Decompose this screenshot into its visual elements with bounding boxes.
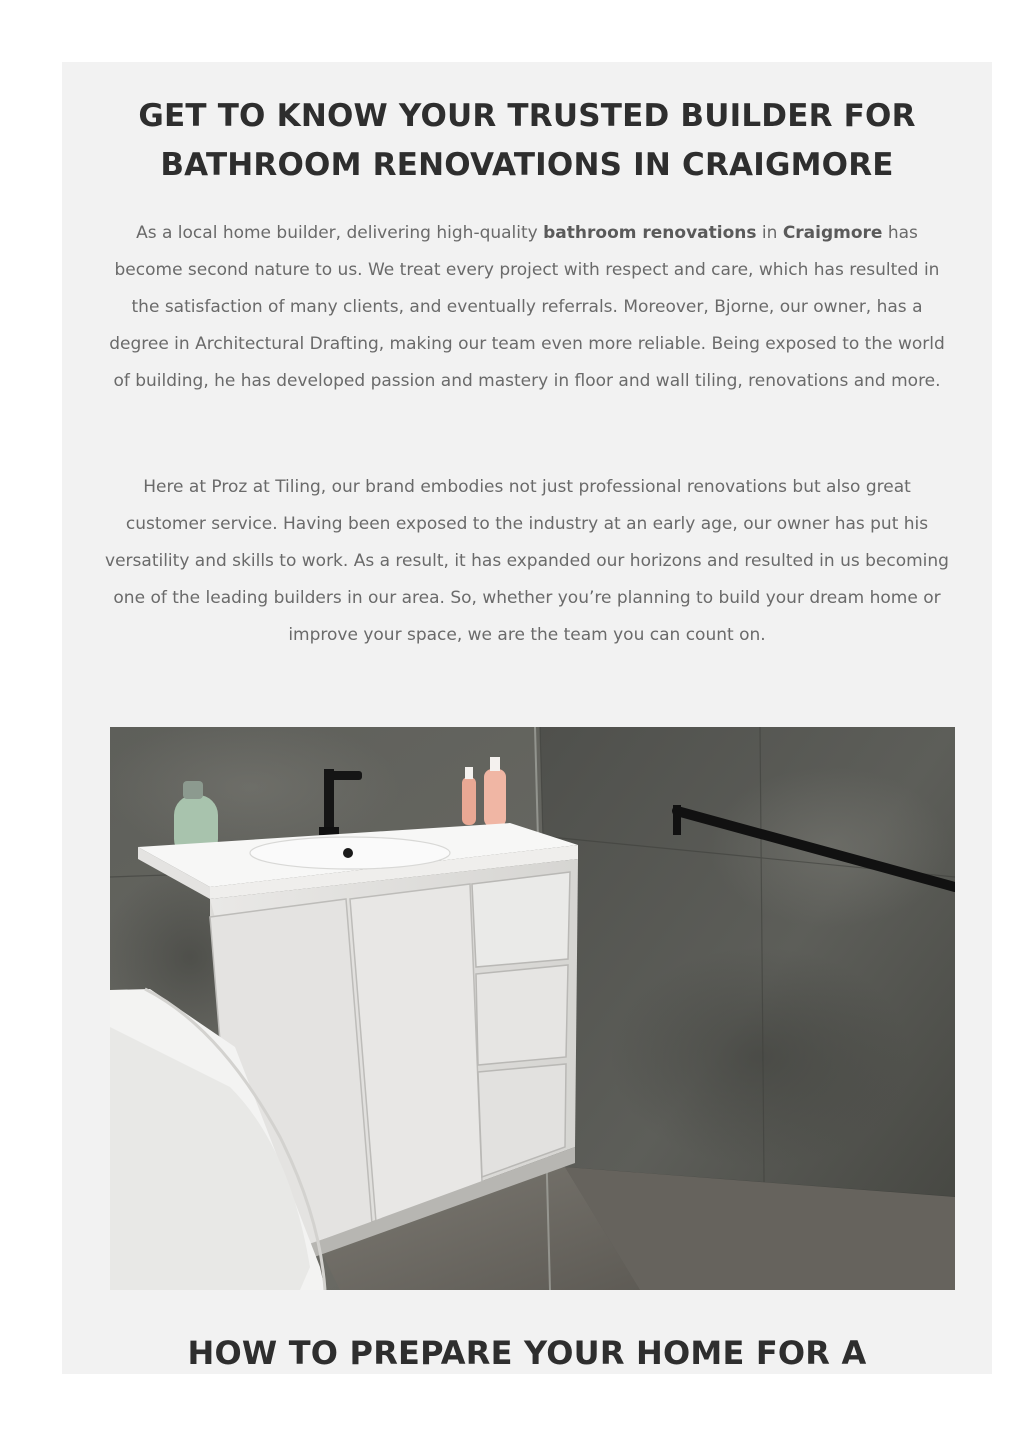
content-panel — [62, 62, 992, 1374]
brand-paragraph: Here at Proz at Tiling, our brand embodies not just professional renovations but also great customer service. Having been exposed to the industry at an early age, our owner has put his versatility and skills to work. As a result, it has expanded our horizons and resulted in us becoming one of the leading builders in our area. So, whether you’re planning to build your dream home or improve your space, we are the team you can count on. — [105, 477, 949, 645]
keyword-bathroom-renovations: bathroom renovations — [543, 223, 757, 243]
intro-text-b: in — [756, 223, 783, 243]
intro-text-a: As a local home builder, delivering high-quality — [136, 223, 544, 243]
section-heading — [122, 92, 932, 190]
keyword-craigmore: Craigmore — [782, 223, 883, 243]
next-section-heading: HOW TO PREPARE YOUR HOME FOR A — [187, 1334, 867, 1372]
intro-text-c: has become second nature to us. We treat every project with respect and care, which has resulted in the satisfaction of many clients, and eventually referrals. Moreover, Bjorne, our owner, has a degree in Architectural Drafting, making our team even more reliable. Being exposed to the world of building, he has developed passion and mastery in floor and wall tiling, renovations and more. — [109, 223, 945, 391]
intro-paragraph — [102, 215, 952, 400]
section-heading-line-1: GET TO KNOW YOUR TRUSTED BUILDER FOR — [138, 98, 916, 134]
bathroom-vanity-photo — [110, 727, 955, 1290]
section-heading-line-2: BATHROOM RENOVATIONS IN CRAIGMORE — [160, 147, 894, 183]
